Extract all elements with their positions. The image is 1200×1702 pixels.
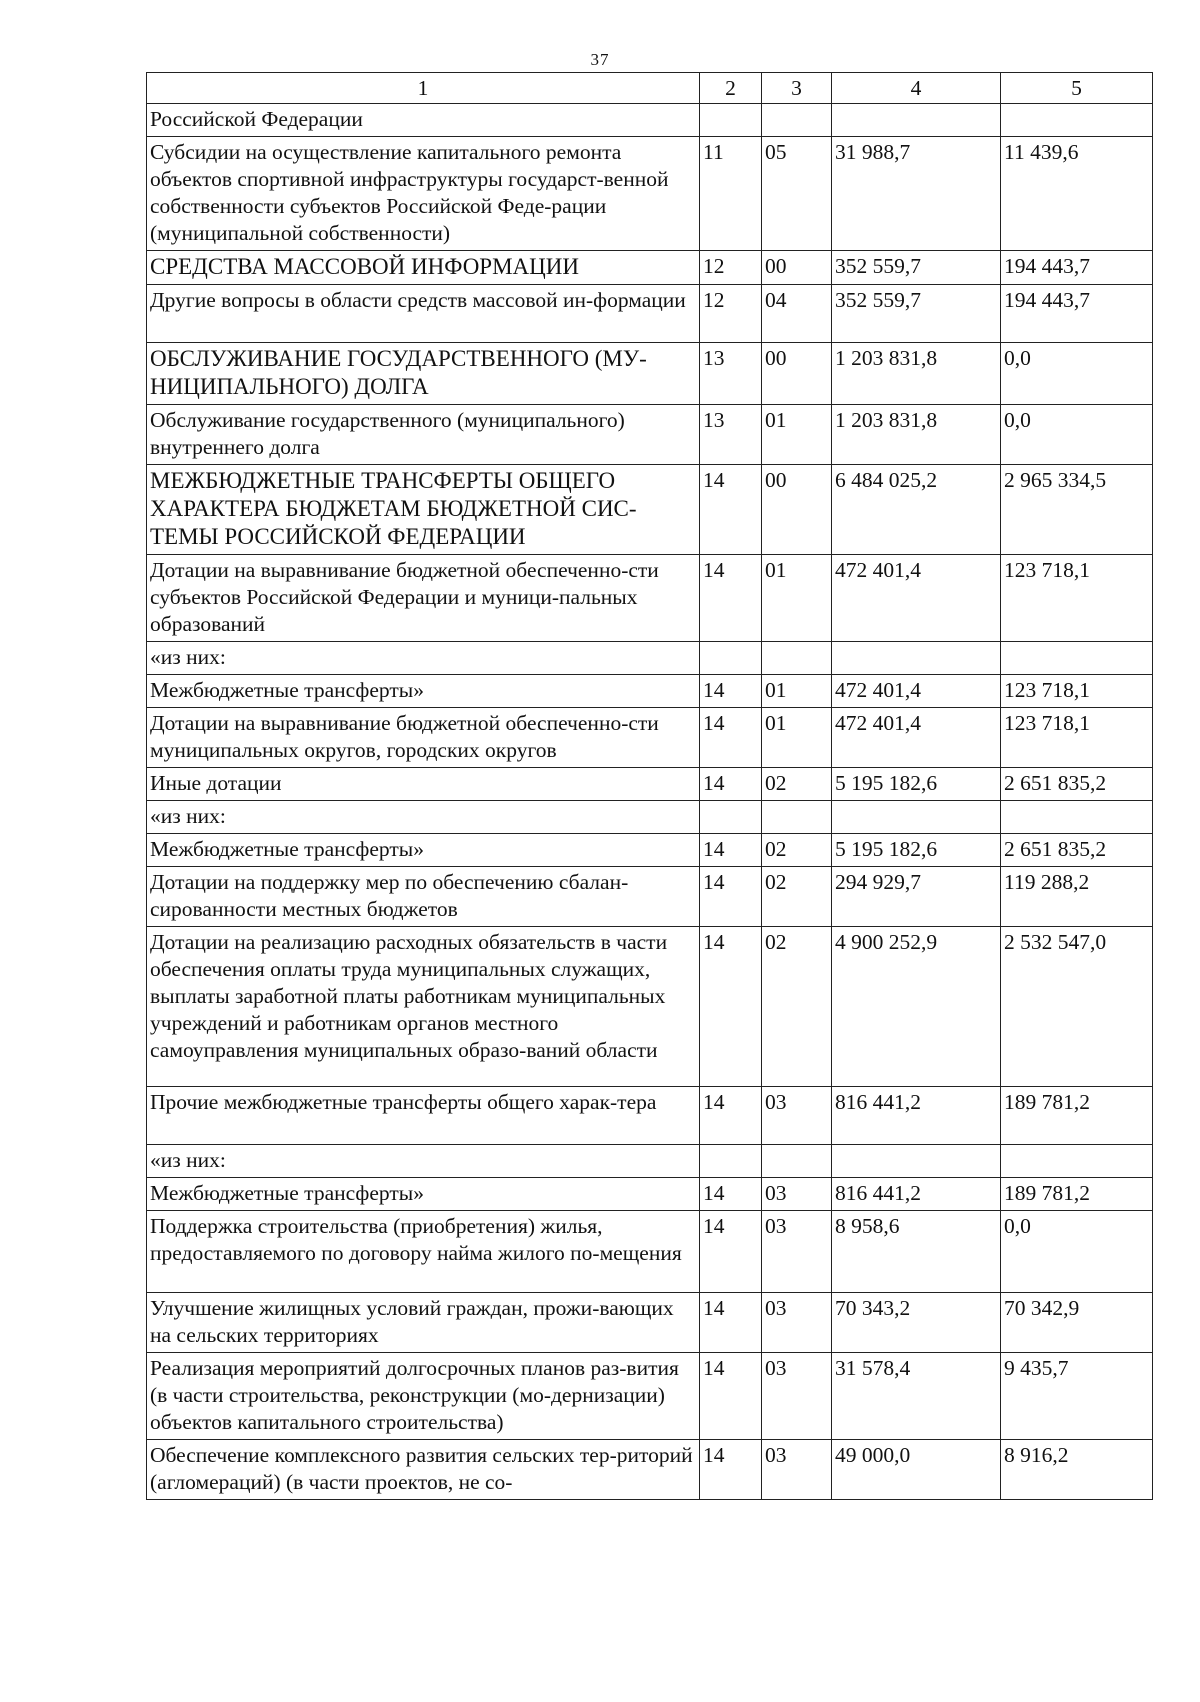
amount-plan-cell: 31 578,4 <box>832 1353 1001 1440</box>
amount-plan-cell <box>832 801 1001 834</box>
subsection-code-cell: 00 <box>762 465 832 555</box>
section-code-cell: 14 <box>700 675 762 708</box>
amount-plan-cell <box>832 642 1001 675</box>
column-header-5: 5 <box>1001 73 1153 104</box>
amount-plan-cell: 816 441,2 <box>832 1087 1001 1145</box>
table-row <box>147 137 1153 251</box>
subsection-code-cell: 01 <box>762 555 832 642</box>
amount-actual-cell: 8 916,2 <box>1001 1440 1153 1500</box>
section-code-cell: 11 <box>700 137 762 251</box>
amount-plan-cell <box>832 1145 1001 1178</box>
table-row <box>147 285 1153 343</box>
row-name-cell: Поддержка строительства (приобретения) жилья, предоставляемого по договору найма жилого по-мещения <box>147 1211 700 1293</box>
section-code-cell: 12 <box>700 285 762 343</box>
row-name-cell: Дотации на выравнивание бюджетной обеспеченно-сти муниципальных округов, городских округов <box>147 708 700 768</box>
section-code-cell: 14 <box>700 1293 762 1353</box>
section-code-cell <box>700 104 762 137</box>
subsection-code-cell: 04 <box>762 285 832 343</box>
section-code-cell: 14 <box>700 1211 762 1293</box>
amount-actual-cell <box>1001 801 1153 834</box>
row-name-cell: «из них: <box>147 1145 700 1178</box>
amount-actual-cell: 2 532 547,0 <box>1001 927 1153 1087</box>
table-row <box>147 465 1153 555</box>
amount-actual-cell: 194 443,7 <box>1001 251 1153 285</box>
subsection-code-cell: 02 <box>762 768 832 801</box>
amount-actual-cell: 123 718,1 <box>1001 555 1153 642</box>
section-code-cell: 14 <box>700 768 762 801</box>
table-row <box>147 768 1153 801</box>
row-name-cell: Другие вопросы в области средств массовой ин-формации <box>147 285 700 343</box>
amount-plan-cell: 472 401,4 <box>832 708 1001 768</box>
table-row <box>147 1211 1153 1293</box>
table-row <box>147 1440 1153 1500</box>
amount-plan-cell: 6 484 025,2 <box>832 465 1001 555</box>
table-row <box>147 1087 1153 1145</box>
amount-actual-cell: 70 342,9 <box>1001 1293 1153 1353</box>
amount-plan-cell: 294 929,7 <box>832 867 1001 927</box>
row-name-cell: Прочие межбюджетные трансферты общего харак-тера <box>147 1087 700 1145</box>
row-name-cell: Межбюджетные трансферты» <box>147 675 700 708</box>
amount-actual-cell: 2 965 334,5 <box>1001 465 1153 555</box>
subsection-code-cell: 00 <box>762 251 832 285</box>
subsection-code-cell: 02 <box>762 867 832 927</box>
budget-table <box>146 72 1153 1500</box>
amount-actual-cell: 0,0 <box>1001 1211 1153 1293</box>
amount-actual-cell: 189 781,2 <box>1001 1087 1153 1145</box>
amount-plan-cell: 4 900 252,9 <box>832 927 1001 1087</box>
row-name-cell: МЕЖБЮДЖЕТНЫЕ ТРАНСФЕРТЫ ОБЩЕГО ХАРАКТЕРА БЮДЖЕТАМ БЮДЖЕТНОЙ СИС-ТЕМЫ РОССИЙСКОЙ ФЕДЕРАЦИИ <box>147 465 700 555</box>
table-row <box>147 104 1153 137</box>
amount-actual-cell: 123 718,1 <box>1001 708 1153 768</box>
amount-actual-cell <box>1001 104 1153 137</box>
section-code-cell: 14 <box>700 867 762 927</box>
subsection-code-cell <box>762 1145 832 1178</box>
table-row <box>147 343 1153 405</box>
section-code-cell <box>700 1145 762 1178</box>
row-name-cell: Межбюджетные трансферты» <box>147 1178 700 1211</box>
subsection-code-cell: 05 <box>762 137 832 251</box>
subsection-code-cell: 03 <box>762 1087 832 1145</box>
table-row <box>147 801 1153 834</box>
amount-plan-cell: 1 203 831,8 <box>832 405 1001 465</box>
page-number: 37 <box>590 50 610 69</box>
row-name-cell: Улучшение жилищных условий граждан, прожи-вающих на сельских территориях <box>147 1293 700 1353</box>
row-name-cell: «из них: <box>147 801 700 834</box>
subsection-code-cell: 02 <box>762 927 832 1087</box>
table-row <box>147 834 1153 867</box>
subsection-code-cell: 01 <box>762 708 832 768</box>
row-name-cell: ОБСЛУЖИВАНИЕ ГОСУДАРСТВЕННОГО (МУ-НИЦИПАЛЬНОГО) ДОЛГА <box>147 343 700 405</box>
table-row <box>147 867 1153 927</box>
section-code-cell: 14 <box>700 555 762 642</box>
subsection-code-cell: 00 <box>762 343 832 405</box>
subsection-code-cell: 01 <box>762 405 832 465</box>
amount-plan-cell: 352 559,7 <box>832 251 1001 285</box>
amount-actual-cell: 9 435,7 <box>1001 1353 1153 1440</box>
amount-actual-cell: 189 781,2 <box>1001 1178 1153 1211</box>
table-row <box>147 251 1153 285</box>
table-row <box>147 1353 1153 1440</box>
table-row <box>147 405 1153 465</box>
table-row <box>147 642 1153 675</box>
amount-actual-cell <box>1001 1145 1153 1178</box>
column-header-4: 4 <box>832 73 1001 104</box>
section-code-cell <box>700 642 762 675</box>
section-code-cell: 13 <box>700 405 762 465</box>
amount-plan-cell: 5 195 182,6 <box>832 768 1001 801</box>
table-row <box>147 927 1153 1087</box>
section-code-cell: 14 <box>700 465 762 555</box>
section-code-cell <box>700 801 762 834</box>
row-name-cell: Дотации на реализацию расходных обязательств в части обеспечения оплаты труда муниципальных служащих, выплаты заработной платы работникам муниципальных учреждений и работникам органов местного самоуправления муниципальных образо-ваний области <box>147 927 700 1087</box>
section-code-cell: 14 <box>700 1440 762 1500</box>
subsection-code-cell: 03 <box>762 1353 832 1440</box>
amount-plan-cell: 31 988,7 <box>832 137 1001 251</box>
section-code-cell: 14 <box>700 1087 762 1145</box>
row-name-cell: СРЕДСТВА МАССОВОЙ ИНФОРМАЦИИ <box>147 251 700 285</box>
subsection-code-cell: 03 <box>762 1178 832 1211</box>
amount-plan-cell: 472 401,4 <box>832 555 1001 642</box>
subsection-code-cell: 01 <box>762 675 832 708</box>
column-header-2: 2 <box>700 73 762 104</box>
amount-actual-cell <box>1001 642 1153 675</box>
amount-actual-cell: 119 288,2 <box>1001 867 1153 927</box>
amount-plan-cell: 8 958,6 <box>832 1211 1001 1293</box>
column-header-1: 1 <box>147 73 700 104</box>
section-code-cell: 14 <box>700 1178 762 1211</box>
section-code-cell: 14 <box>700 834 762 867</box>
amount-actual-cell: 0,0 <box>1001 405 1153 465</box>
table-row <box>147 708 1153 768</box>
subsection-code-cell: 02 <box>762 834 832 867</box>
table-header-row <box>147 73 1153 104</box>
amount-actual-cell: 0,0 <box>1001 343 1153 405</box>
section-code-cell: 14 <box>700 1353 762 1440</box>
row-name-cell: Субсидии на осуществление капитального ремонта объектов спортивной инфраструктуры государст-венной собственности субъектов Российской Феде-рации (муниципальной собственности) <box>147 137 700 251</box>
row-name-cell: Обслуживание государственного (муниципального) внутреннего долга <box>147 405 700 465</box>
amount-plan-cell <box>832 104 1001 137</box>
amount-plan-cell: 70 343,2 <box>832 1293 1001 1353</box>
subsection-code-cell: 03 <box>762 1211 832 1293</box>
amount-actual-cell: 2 651 835,2 <box>1001 768 1153 801</box>
amount-plan-cell: 49 000,0 <box>832 1440 1001 1500</box>
amount-actual-cell: 123 718,1 <box>1001 675 1153 708</box>
amount-plan-cell: 472 401,4 <box>832 675 1001 708</box>
row-name-cell: Обеспечение комплексного развития сельских тер-риторий (агломераций) (в части проектов, не со- <box>147 1440 700 1500</box>
section-code-cell: 14 <box>700 927 762 1087</box>
section-code-cell: 13 <box>700 343 762 405</box>
table-row <box>147 675 1153 708</box>
row-name-cell: Российской Федерации <box>147 104 700 137</box>
table-row <box>147 1178 1153 1211</box>
amount-plan-cell: 1 203 831,8 <box>832 343 1001 405</box>
amount-plan-cell: 352 559,7 <box>832 285 1001 343</box>
row-name-cell: Дотации на выравнивание бюджетной обеспеченно-сти субъектов Российской Федерации и муници-пальных образований <box>147 555 700 642</box>
row-name-cell: «из них: <box>147 642 700 675</box>
table-row <box>147 1145 1153 1178</box>
subsection-code-cell: 03 <box>762 1293 832 1353</box>
amount-actual-cell: 11 439,6 <box>1001 137 1153 251</box>
column-header-3: 3 <box>762 73 832 104</box>
row-name-cell: Дотации на поддержку мер по обеспечению сбалан-сированности местных бюджетов <box>147 867 700 927</box>
subsection-code-cell <box>762 104 832 137</box>
amount-actual-cell: 2 651 835,2 <box>1001 834 1153 867</box>
row-name-cell: Межбюджетные трансферты» <box>147 834 700 867</box>
section-code-cell: 14 <box>700 708 762 768</box>
table-row <box>147 1293 1153 1353</box>
amount-plan-cell: 816 441,2 <box>832 1178 1001 1211</box>
subsection-code-cell: 03 <box>762 1440 832 1500</box>
table-row <box>147 555 1153 642</box>
subsection-code-cell <box>762 642 832 675</box>
section-code-cell: 12 <box>700 251 762 285</box>
row-name-cell: Иные дотации <box>147 768 700 801</box>
amount-actual-cell: 194 443,7 <box>1001 285 1153 343</box>
row-name-cell: Реализация мероприятий долгосрочных планов раз-вития (в части строительства, реконструкции (мо-дернизации) объектов капитального строительства) <box>147 1353 700 1440</box>
subsection-code-cell <box>762 801 832 834</box>
amount-plan-cell: 5 195 182,6 <box>832 834 1001 867</box>
